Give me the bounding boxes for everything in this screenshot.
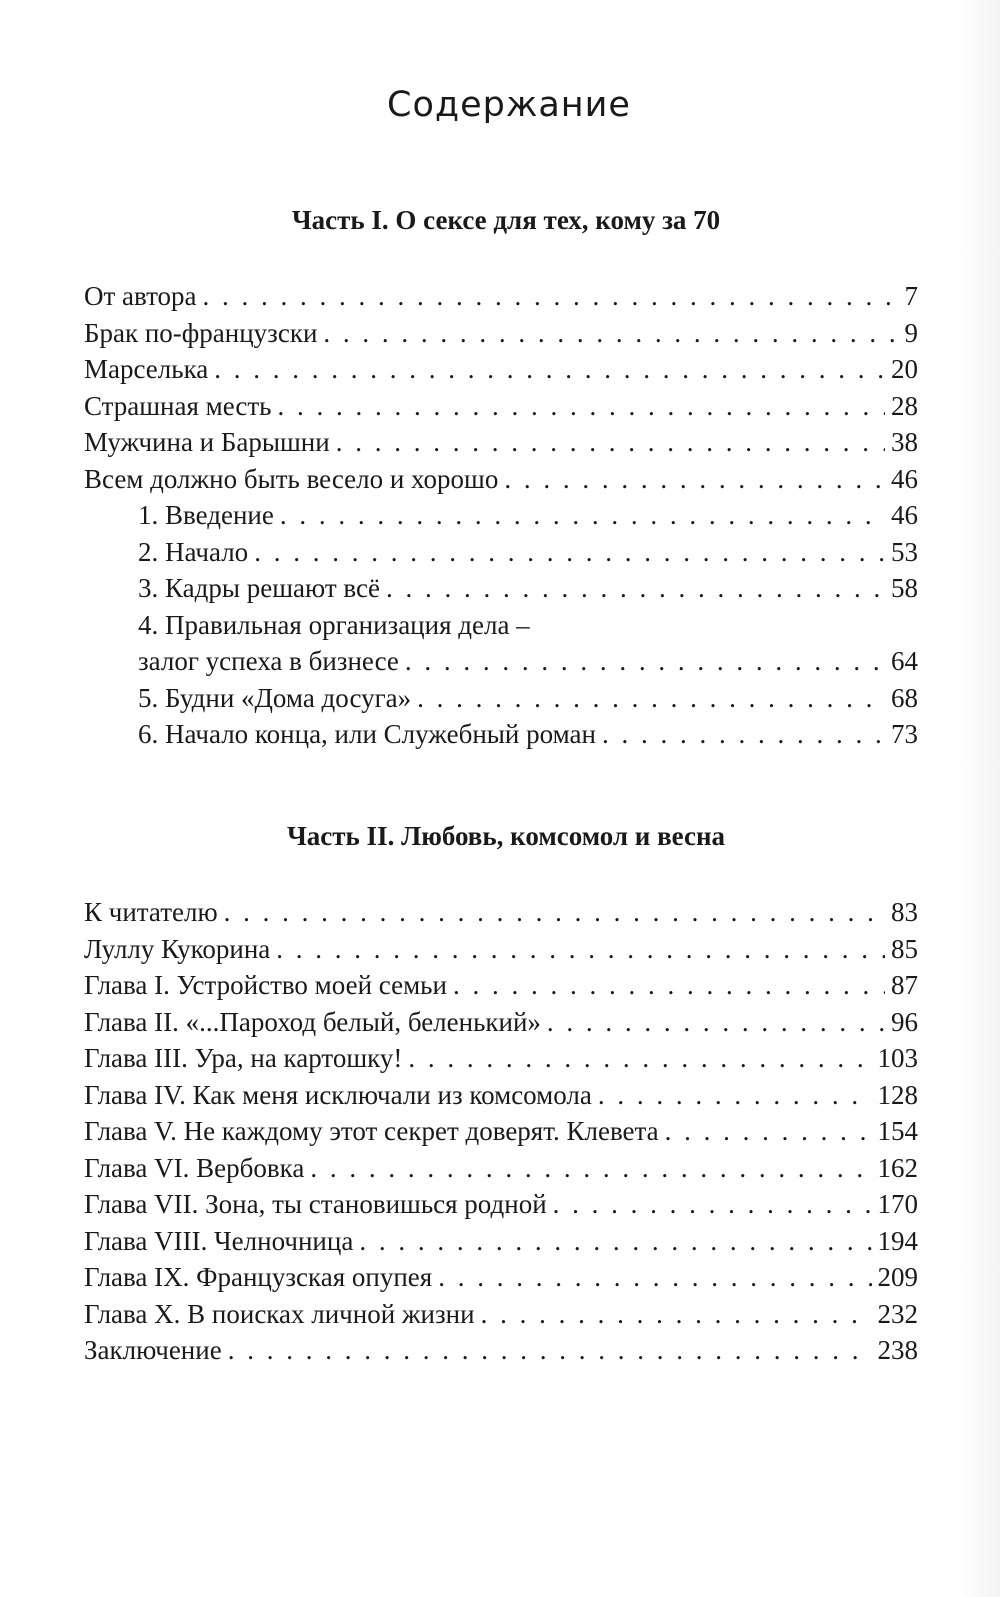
toc-entry[interactable]: Глава X. В поисках личной жизни . . . 232 <box>84 1296 918 1333</box>
leader-dots <box>405 643 885 680</box>
leader-dots <box>553 1186 872 1223</box>
leader-dots <box>323 315 898 352</box>
leader-dots <box>504 461 885 498</box>
part-1-heading: Часть I. О сексе для тех, кому за 70 <box>291 205 721 235</box>
toc-entry[interactable]: От автора . . . 7 <box>84 278 918 315</box>
toc-entry[interactable]: Марселька . . . 20 <box>84 351 918 388</box>
leader-dots <box>665 1113 872 1150</box>
toc-entry[interactable]: Глава II. «...Пароход белый, беленький» . . . 96 <box>84 1004 918 1041</box>
leader-dots <box>547 1004 885 1041</box>
leader-dots <box>408 1040 871 1077</box>
toc-entry[interactable]: Луллу Кукорина . . . 85 <box>84 931 918 968</box>
leader-dots <box>214 351 885 388</box>
toc-subentry[interactable]: 2. Начало . . . 53 <box>84 534 918 571</box>
part-1-list <box>84 278 918 753</box>
leader-dots <box>203 278 899 315</box>
toc-subentry[interactable]: 3. Кадры решают всё . . . 58 <box>84 570 918 607</box>
toc-subentry[interactable]: 5. Будни «Дома досуга» . . . 68 <box>84 680 918 717</box>
part-2-heading: Часть II. Любовь, комсомол и весна <box>286 821 726 851</box>
leader-dots <box>438 1259 871 1296</box>
leader-dots <box>228 1332 872 1369</box>
leader-dots <box>602 716 885 753</box>
part-2-list <box>84 894 918 1369</box>
toc-entry[interactable]: Заключение . . . 238 <box>84 1332 918 1369</box>
toc-subentry[interactable]: 4. Правильная организация дела – <box>138 609 530 640</box>
page-title: Содержание <box>387 85 631 125</box>
leader-dots <box>453 967 885 1004</box>
toc-entry[interactable]: Глава IX. Французская опупея . . . 209 <box>84 1259 918 1296</box>
toc-entry[interactable]: Брак по-французски . . . 9 <box>84 315 918 352</box>
toc-entry[interactable]: Глава V. Не каждому этот секрет доверят. Клевета . . . 154 <box>84 1113 918 1150</box>
toc-entry[interactable]: Глава IV. Как меня исключали из комсомола . . . 128 <box>84 1077 918 1114</box>
toc-entry[interactable]: Глава VIII. Челночница . . . 194 <box>84 1223 918 1260</box>
leader-dots <box>254 534 885 571</box>
toc-entry[interactable]: Страшная месть . . . 28 <box>84 388 918 425</box>
leader-dots <box>280 497 885 534</box>
leader-dots <box>386 570 885 607</box>
leader-dots <box>359 1223 871 1260</box>
leader-dots <box>276 931 885 968</box>
toc-subentry[interactable]: 6. Начало конца, или Служебный роман . . . 73 <box>84 716 918 753</box>
leader-dots <box>336 424 885 461</box>
toc-entry[interactable]: Глава VII. Зона, ты становишься родной . . . 170 <box>84 1186 918 1223</box>
toc-entry[interactable]: Глава III. Ура, на картошку! . . . 103 <box>84 1040 918 1077</box>
toc-entry[interactable]: Мужчина и Барышни . . . 38 <box>84 424 918 461</box>
leader-dots <box>481 1296 872 1333</box>
leader-dots <box>224 894 885 931</box>
leader-dots <box>417 680 885 717</box>
leader-dots <box>278 388 886 425</box>
toc-subentry[interactable]: 1. Введение . . . 46 <box>84 497 918 534</box>
toc-entry[interactable]: Глава I. Устройство моей семьи . . . 87 <box>84 967 918 1004</box>
leader-dots <box>310 1150 871 1187</box>
leader-dots <box>598 1077 872 1114</box>
toc-subentry[interactable]: залог успеха в бизнесе . . . 64 <box>84 643 918 680</box>
toc-entry[interactable]: Всем должно быть весело и хорошо . . . 46 <box>84 461 918 498</box>
page-edge-shadow <box>960 0 1000 1597</box>
toc-entry[interactable]: Глава VI. Вербовка . . . 162 <box>84 1150 918 1187</box>
toc-entry[interactable]: К читателю . . . 83 <box>84 894 918 931</box>
